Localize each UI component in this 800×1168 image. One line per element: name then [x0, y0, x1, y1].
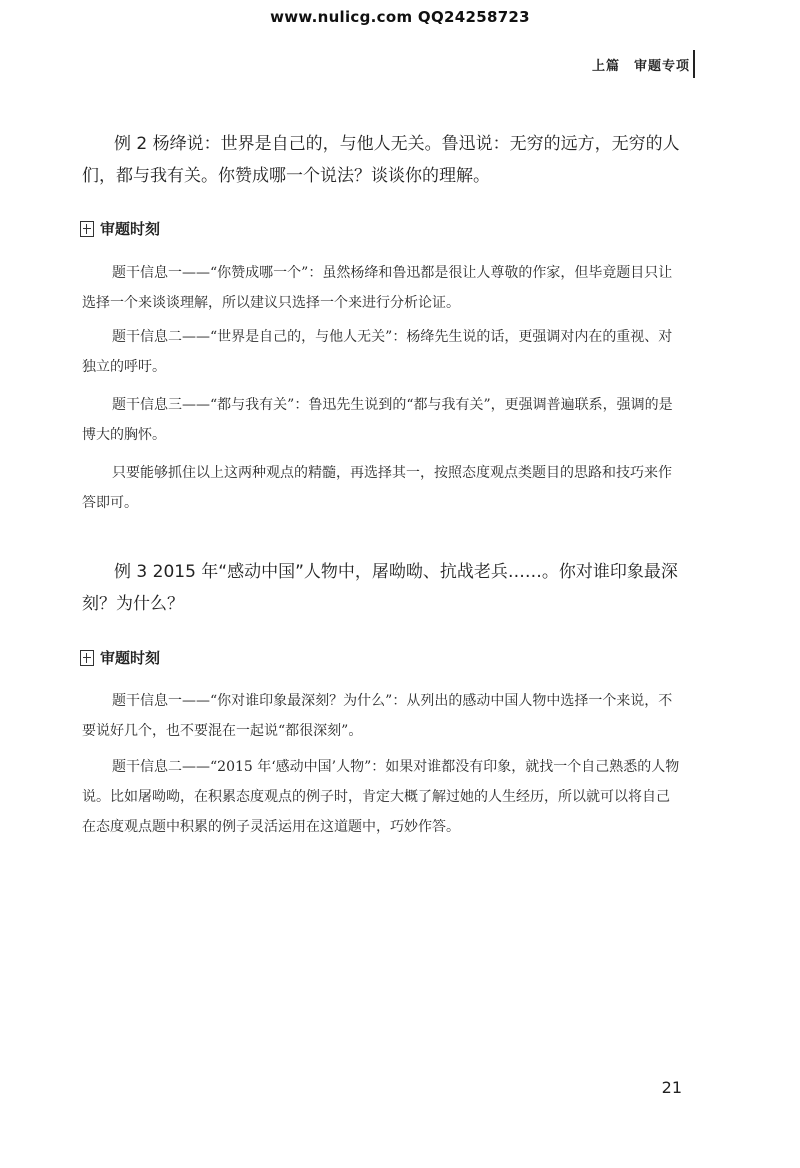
analysis-box-icon — [80, 221, 94, 237]
example-2-heading-label: 审题时刻 — [100, 220, 161, 238]
example-2-para-2: 题干信息二——“世界是自己的，与他人无关”：杨绛先生说的话，更强调对内在的重视、对独立的呼吁。 — [82, 329, 673, 375]
analysis-box-icon — [80, 650, 94, 666]
example-3-para-1: 题干信息一——“你对谁印象最深刻？为什么”：从列出的感动中国人物中选择一个来说，不要说好几个，也不要混在一起说“都很深刻”。 — [82, 693, 673, 739]
example-2-para-3: 题干信息三——“都与我有关”：鲁迅先生说到的“都与我有关”，更强调普遍联系，强调的是博大的胸怀。 — [82, 397, 673, 443]
example-2-para-1: 题干信息一——“你赞成哪一个”：虽然杨绛和鲁迅都是很让人尊敬的作家，但毕竟题目只让选择一个来谈谈理解，所以建议只选择一个来进行分析论证。 — [82, 265, 673, 311]
running-header-part: 上篇 — [591, 59, 620, 74]
running-header-section: 审题专项 — [633, 59, 690, 74]
example-3-question: 例 3 2015 年“感动中国”人物中，屠呦呦、抗战老兵……。你对谁印象最深刻？为什么？ — [82, 562, 678, 614]
running-header — [592, 55, 690, 74]
example-2-heading — [80, 218, 160, 239]
header-rule — [693, 50, 695, 78]
example-3-heading — [80, 647, 160, 668]
watermark: www.nulicg.com QQ24258723 — [270, 8, 530, 26]
example-2-para-4: 只要能够抓住以上这两种观点的精髓，再选择其一，按照态度观点类题目的思路和技巧来作答即可。 — [82, 465, 672, 511]
example-2-question: 例 2 杨绛说：世界是自己的，与他人无关。鲁迅说：无穷的远方，无穷的人们，都与我有关。你赞成哪一个说法？谈谈你的理解。 — [82, 134, 680, 186]
page-number: 21 — [661, 1078, 682, 1097]
example-3-heading-label: 审题时刻 — [100, 649, 161, 667]
example-3-para-2: 题干信息二——“2015 年‘感动中国’人物”：如果对谁都没有印象，就找一个自己熟悉的人物说。比如屠呦呦，在积累态度观点的例子时，肯定大概了解过她的人生经历，所以就可以将自己在态度观点题中积累的例子灵活运用在这道题中，巧妙作答。 — [82, 759, 680, 835]
